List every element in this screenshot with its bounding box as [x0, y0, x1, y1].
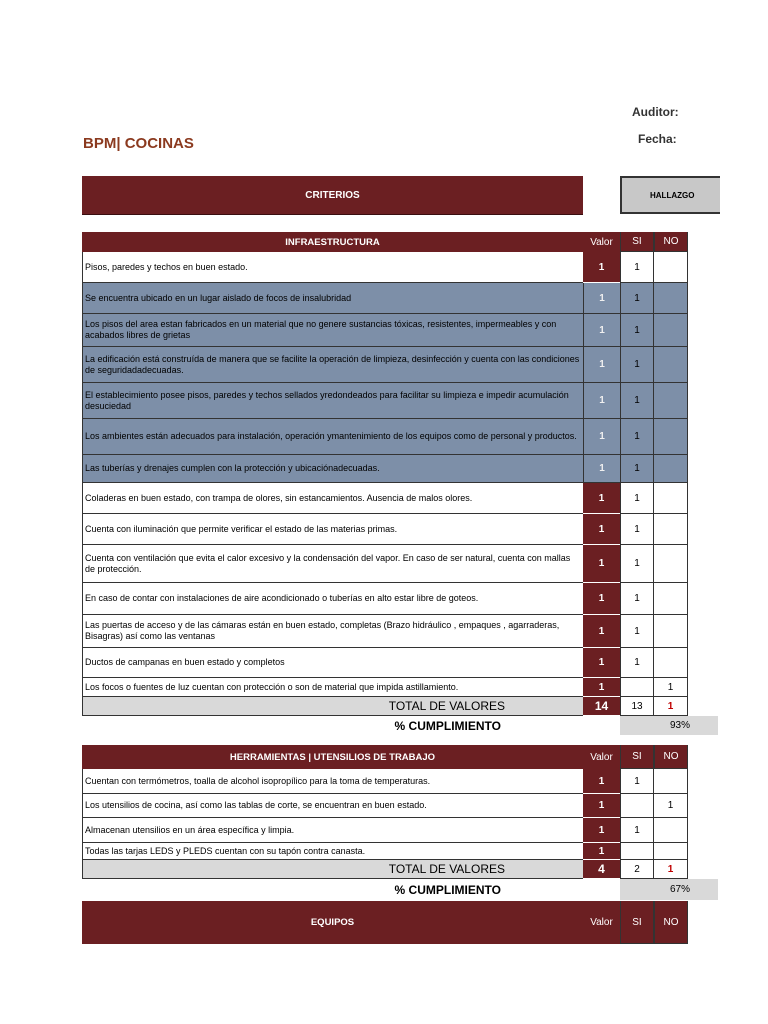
valor-cell: 1: [583, 648, 620, 678]
no-cell: [654, 455, 688, 483]
valor-header: Valor: [583, 232, 620, 252]
valor-cell: 1: [583, 314, 620, 347]
criterio-cell: Cuenta con iluminación que permite verificar el estado de las materias primas.: [82, 514, 583, 545]
si-header: SI: [620, 232, 654, 252]
no-cell: [654, 383, 688, 419]
valor-header: Valor: [583, 745, 620, 769]
hallazgo-header: HALLAZGO: [620, 176, 720, 214]
no-cell: [654, 252, 688, 283]
criterio-cell: Los utensilios de cocina, así como las tablas de corte, se encuentran en buen estado.: [82, 794, 583, 818]
si-cell: 1: [620, 545, 654, 583]
si-cell: 1: [620, 818, 654, 843]
no-header: NO: [654, 901, 688, 944]
table-row: [82, 843, 688, 860]
table-row: [82, 347, 688, 383]
si-cell: [620, 843, 654, 860]
table-row: [82, 283, 688, 314]
criterio-cell: Las puertas de acceso y de las cámaras están en buen estado, completas (Brazo hidráulico , empaques , agarraderas, Bisagras) así como las ventanas: [82, 615, 583, 648]
total-valor: 4: [583, 860, 620, 879]
criterio-cell: Los pisos del area estan fabricados en un material que no genere sustancias tóxicas, resistentes, impermeables y con acabados libres de grietas: [82, 314, 583, 347]
cumplimiento-row: [82, 716, 720, 735]
table-row: [82, 678, 688, 697]
no-header: NO: [654, 232, 688, 252]
si-cell: 1: [620, 283, 654, 314]
si-cell: [620, 678, 654, 697]
criterio-cell: Las tuberías y drenajes cumplen con la protección y ubicaciónadecuadas.: [82, 455, 583, 483]
table-row: [82, 314, 688, 347]
table-row: [82, 583, 688, 615]
infraestructura-section: [82, 232, 688, 735]
total-label: TOTAL DE VALORES: [82, 860, 583, 879]
valor-cell: 1: [583, 769, 620, 794]
table-row: [82, 383, 688, 419]
equipos-section: [82, 901, 688, 944]
cumplimiento-value: 67%: [620, 879, 718, 900]
si-cell: 1: [620, 347, 654, 383]
total-si: 13: [620, 697, 654, 716]
valor-cell: 1: [583, 843, 620, 860]
si-cell: 1: [620, 419, 654, 455]
table-row: [82, 794, 688, 818]
valor-cell: 1: [583, 483, 620, 514]
section-title: INFRAESTRUCTURA: [82, 232, 583, 252]
table-row: [82, 419, 688, 455]
table-row: [82, 514, 688, 545]
herramientas-header-row: [82, 745, 688, 769]
si-cell: 1: [620, 648, 654, 678]
cumplimiento-label: % CUMPLIMIENTO: [394, 882, 501, 897]
no-cell: [654, 615, 688, 648]
si-cell: 1: [620, 383, 654, 419]
table-row: [82, 252, 688, 283]
section-title: HERRAMIENTAS | UTENSILIOS DE TRABAJO: [82, 745, 583, 769]
no-cell: [654, 483, 688, 514]
si-cell: 1: [620, 314, 654, 347]
valor-cell: 1: [583, 794, 620, 818]
table-row: [82, 769, 688, 794]
criterio-cell: Coladeras en buen estado, con trampa de olores, sin estancamientos. Ausencia de malos olores.: [82, 483, 583, 514]
no-cell: [654, 514, 688, 545]
valor-cell: 1: [583, 615, 620, 648]
no-cell: 1: [654, 794, 688, 818]
no-cell: [654, 769, 688, 794]
criterio-cell: La edificación está construída de manera que se facilite la operación de limpieza, desinfección y cuenta con las condiciones de seguridadadecuadas.: [82, 347, 583, 383]
no-cell: [654, 283, 688, 314]
auditor-label: Auditor:: [632, 105, 679, 119]
no-cell: [654, 843, 688, 860]
criterios-header: CRITERIOS: [82, 176, 583, 214]
table-row: [82, 648, 688, 678]
criterio-cell: Cuenta con ventilación que evita el calor excesivo y la condensación del vapor. En caso de ser natural, cuenta con mallas de protección.: [82, 545, 583, 583]
valor-cell: 1: [583, 818, 620, 843]
herramientas-section: [82, 745, 688, 900]
si-cell: 1: [620, 514, 654, 545]
criterio-cell: Almacenan utensilios en un área específica y limpia.: [82, 818, 583, 843]
table-row: [82, 483, 688, 514]
criterio-cell: El establecimiento posee pisos, paredes y techos sellados yredondeados para facilitar su limpieza e impedir acumulación desuciedad: [82, 383, 583, 419]
valor-header: Valor: [583, 901, 620, 944]
valor-cell: 1: [583, 383, 620, 419]
table-row: [82, 545, 688, 583]
valor-cell: 1: [583, 283, 620, 314]
si-cell: [620, 794, 654, 818]
table-row: [82, 615, 688, 648]
no-cell: [654, 419, 688, 455]
valor-cell: 1: [583, 252, 620, 283]
cumplimiento-row: [82, 879, 720, 900]
total-valor: 14: [583, 697, 620, 716]
total-label: TOTAL DE VALORES: [82, 697, 583, 716]
criterio-cell: Cuentan con termómetros, toalla de alcohol isopropílico para la toma de temperaturas.: [82, 769, 583, 794]
no-header: NO: [654, 745, 688, 769]
no-cell: [654, 314, 688, 347]
si-cell: 1: [620, 455, 654, 483]
valor-cell: 1: [583, 514, 620, 545]
valor-cell: 1: [583, 678, 620, 697]
si-cell: 1: [620, 252, 654, 283]
fecha-label: Fecha:: [638, 132, 677, 146]
si-header: SI: [620, 901, 654, 944]
page-title: BPM| COCINAS: [83, 135, 194, 152]
total-row: [82, 860, 688, 879]
si-cell: 1: [620, 483, 654, 514]
total-no: 1: [654, 860, 688, 879]
valor-cell: 1: [583, 583, 620, 615]
criterio-cell: Los focos o fuentes de luz cuentan con protección o son de material que impida astillamiento.: [82, 678, 583, 697]
infraestructura-header-row: [82, 232, 688, 252]
criterio-cell: Los ambientes están adecuados para instalación, operación ymantenimiento de los equipos como de personal y productos.: [82, 419, 583, 455]
no-cell: [654, 818, 688, 843]
si-cell: 1: [620, 583, 654, 615]
no-cell: [654, 583, 688, 615]
cumplimiento-label: % CUMPLIMIENTO: [394, 718, 501, 733]
equipos-header-row: [82, 901, 688, 944]
total-row: [82, 697, 688, 716]
no-cell: 1: [654, 678, 688, 697]
no-cell: [654, 648, 688, 678]
valor-cell: 1: [583, 455, 620, 483]
criterio-cell: Pisos, paredes y techos en buen estado.: [82, 252, 583, 283]
total-si: 2: [620, 860, 654, 879]
table-row: [82, 818, 688, 843]
criterio-cell: Se encuentra ubicado en un lugar aislado de focos de insalubridad: [82, 283, 583, 314]
valor-cell: 1: [583, 347, 620, 383]
total-no: 1: [654, 697, 688, 716]
si-cell: 1: [620, 615, 654, 648]
criterio-cell: Todas las tarjas LEDS y PLEDS cuentan con su tapón contra canasta.: [82, 843, 583, 860]
no-cell: [654, 347, 688, 383]
section-title: EQUIPOS: [82, 901, 583, 944]
cumplimiento-value: 93%: [620, 716, 718, 735]
criterio-cell: Ductos de campanas en buen estado y completos: [82, 648, 583, 678]
no-cell: [654, 545, 688, 583]
si-cell: 1: [620, 769, 654, 794]
valor-cell: 1: [583, 419, 620, 455]
criterio-cell: En caso de contar con instalaciones de aire acondicionado o tuberías en alto estar libre de goteos.: [82, 583, 583, 615]
valor-cell: 1: [583, 545, 620, 583]
table-row: [82, 455, 688, 483]
si-header: SI: [620, 745, 654, 769]
